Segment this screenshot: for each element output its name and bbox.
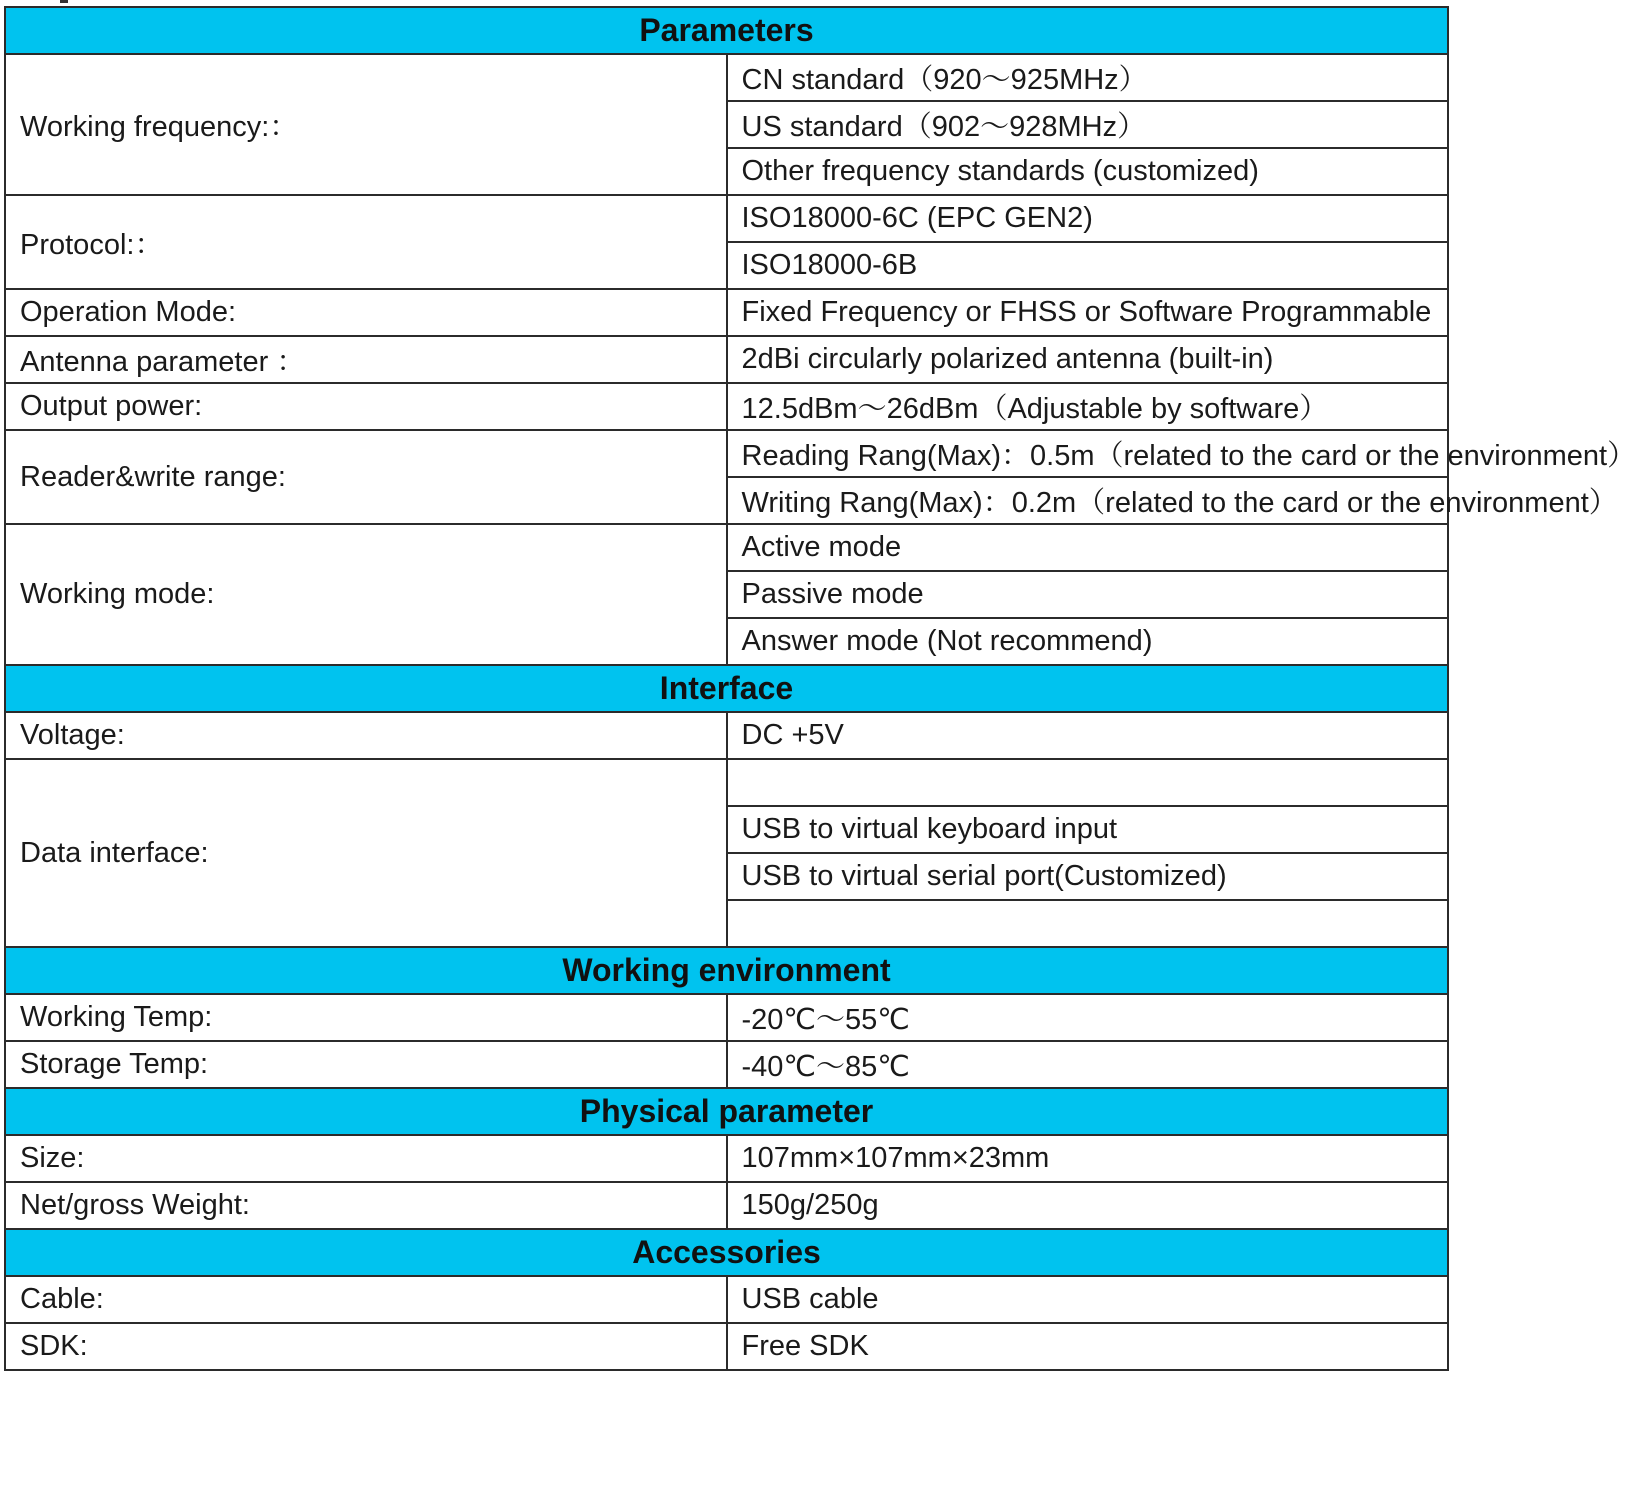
section-header-interface bbox=[5, 665, 1448, 712]
spec-row bbox=[5, 1135, 1448, 1182]
spec-row bbox=[5, 195, 1448, 242]
spec-value: ISO18000-6C (EPC GEN2) bbox=[727, 195, 1449, 242]
spec-label: Working frequency:： bbox=[5, 54, 727, 195]
spec-label: Protocol:： bbox=[5, 195, 727, 289]
specifications-table-body bbox=[5, 7, 1636, 1370]
section-header-working-environment bbox=[5, 947, 1448, 994]
spec-label: Output power: bbox=[5, 383, 727, 430]
spec-value: Free SDK bbox=[727, 1323, 1449, 1370]
section-title: Accessories bbox=[5, 1229, 1448, 1276]
specifications-table bbox=[4, 6, 1636, 1371]
spec-label: Working mode: bbox=[5, 524, 727, 665]
section-title: Interface bbox=[5, 665, 1448, 712]
spec-value: CN standard（920～925MHz） bbox=[727, 54, 1449, 101]
section-header-parameters bbox=[5, 7, 1448, 54]
spec-row bbox=[5, 1276, 1448, 1323]
spec-value: Active mode bbox=[727, 524, 1449, 571]
spec-value bbox=[727, 900, 1449, 947]
spec-value: 12.5dBm～26dBm（Adjustable by software） bbox=[727, 383, 1449, 430]
spec-value: Reading Rang(Max)：0.5m（related to the card or the environment） bbox=[727, 430, 1449, 477]
section-title: Working environment bbox=[5, 947, 1448, 994]
spec-row bbox=[5, 524, 1448, 571]
section-header-physical-parameter bbox=[5, 1088, 1448, 1135]
section-header-accessories bbox=[5, 1229, 1448, 1276]
spec-label: Cable: bbox=[5, 1276, 727, 1323]
spec-value: Passive mode bbox=[727, 571, 1449, 618]
spec-row bbox=[5, 383, 1448, 430]
spec-label: Voltage: bbox=[5, 712, 727, 759]
spec-label: Operation Mode: bbox=[5, 289, 727, 336]
spec-value: 150g/250g bbox=[727, 1182, 1449, 1229]
spec-label: Net/gross Weight: bbox=[5, 1182, 727, 1229]
top-edge-mark bbox=[60, 0, 68, 3]
spec-row bbox=[5, 994, 1448, 1041]
spec-row bbox=[5, 430, 1448, 477]
spec-value: USB to virtual serial port(Customized) bbox=[727, 853, 1449, 900]
spec-label: Working Temp: bbox=[5, 994, 727, 1041]
spec-label: Storage Temp: bbox=[5, 1041, 727, 1088]
spec-value: 2dBi circularly polarized antenna (built-in) bbox=[727, 336, 1449, 383]
spec-row bbox=[5, 712, 1448, 759]
section-title: Parameters bbox=[5, 7, 1448, 54]
spec-label: Size: bbox=[5, 1135, 727, 1182]
spec-row bbox=[5, 759, 1448, 806]
spec-value: USB cable bbox=[727, 1276, 1449, 1323]
spec-label: Data interface: bbox=[5, 759, 727, 947]
spec-value: US standard（902～928MHz） bbox=[727, 101, 1449, 148]
spec-row bbox=[5, 1041, 1448, 1088]
spec-value bbox=[727, 759, 1449, 806]
spec-row bbox=[5, 336, 1448, 383]
spec-row bbox=[5, 1323, 1448, 1370]
spec-value: Fixed Frequency or FHSS or Software Programmable bbox=[727, 289, 1449, 336]
spec-label: Antenna parameter ： bbox=[5, 336, 727, 383]
spec-value: USB to virtual keyboard input bbox=[727, 806, 1449, 853]
spec-row bbox=[5, 1182, 1448, 1229]
spec-value: Writing Rang(Max)：0.2m（related to the card or the environment） bbox=[727, 477, 1449, 524]
spec-value: -40℃～85℃ bbox=[727, 1041, 1449, 1088]
spec-value: 107mm×107mm×23mm bbox=[727, 1135, 1449, 1182]
spec-label: Reader&write range: bbox=[5, 430, 727, 524]
spec-row bbox=[5, 54, 1448, 101]
spec-value: Other frequency standards (customized) bbox=[727, 148, 1449, 195]
spec-value: DC +5V bbox=[727, 712, 1449, 759]
spec-value: Answer mode (Not recommend) bbox=[727, 618, 1449, 665]
section-title: Physical parameter bbox=[5, 1088, 1448, 1135]
spec-row bbox=[5, 289, 1448, 336]
spec-value: ISO18000-6B bbox=[727, 242, 1449, 289]
spec-sheet bbox=[4, 6, 1636, 1371]
spec-label: SDK: bbox=[5, 1323, 727, 1370]
spec-value: -20℃～55℃ bbox=[727, 994, 1449, 1041]
